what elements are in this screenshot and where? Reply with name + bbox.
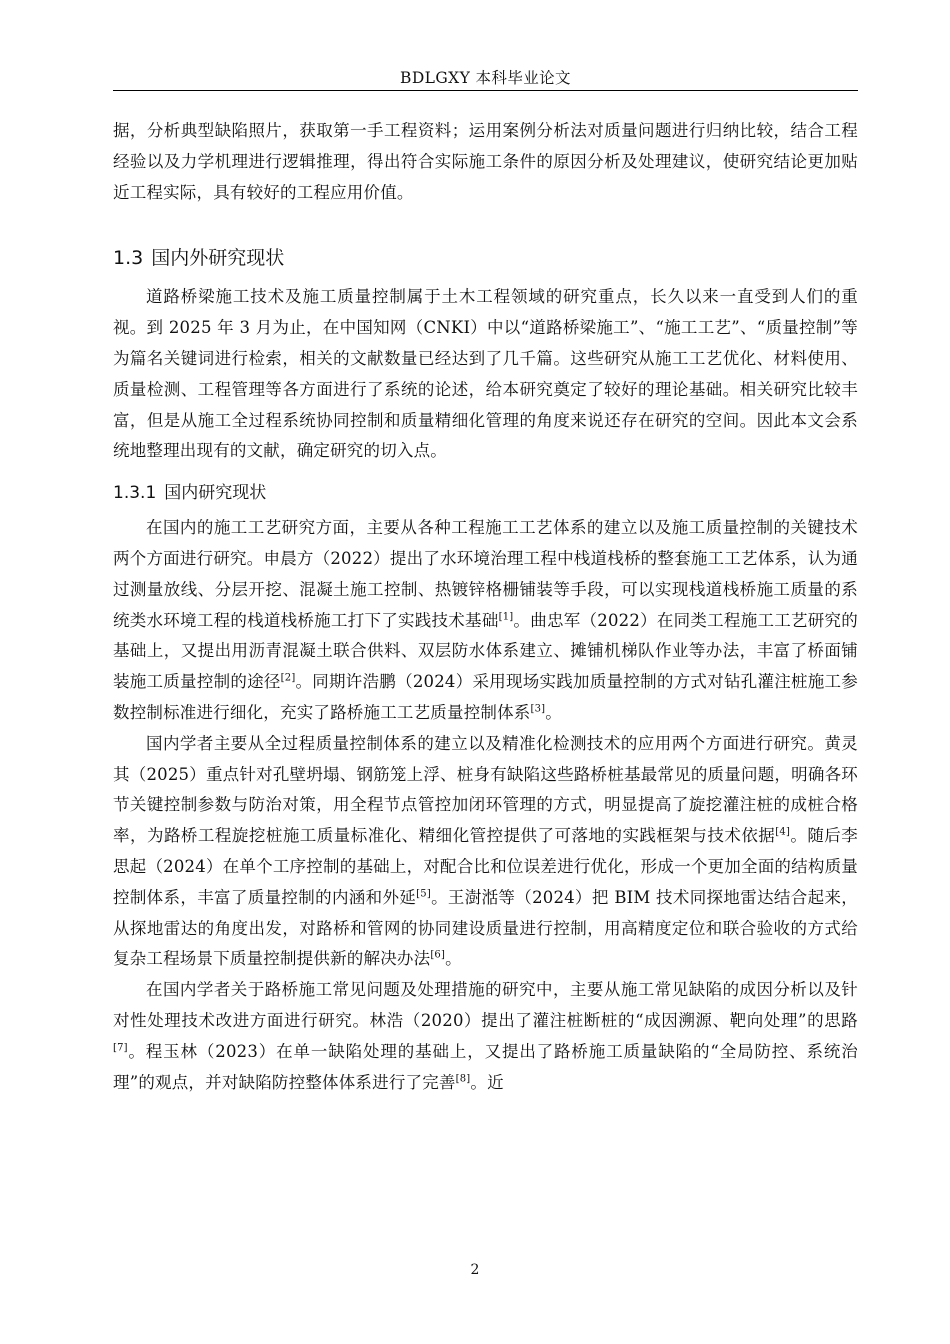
- citation-2[interactable]: [2]: [280, 672, 296, 684]
- citation-1[interactable]: [1]: [498, 611, 514, 623]
- text-run: 在国内学者关于路桥施工常见问题及处理措施的研究中，主要从施工常见缺陷的成因分析以及针对性处理技术改进方面进行研究。林浩（2020）提出了灌注桩断桩的“成因溯源、靶向处理”的思路: [113, 980, 858, 1030]
- subsection-number: 1.3.1: [113, 483, 157, 504]
- citation-6[interactable]: [6]: [430, 949, 446, 961]
- paragraph-continuation: 据，分析典型缺陷照片，获取第一手工程资料；运用案例分析法对质量问题进行归纳比较，结合工程经验以及力学机理进行逻辑推理，得出符合实际施工条件的原因分析及处理建议，使研究结论更加贴近工程实际，具有较好的工程应用价值。: [113, 121, 858, 202]
- paragraph-common-defects: [113, 975, 858, 1098]
- citation-4[interactable]: [4]: [775, 826, 791, 838]
- page-number: 2: [470, 1262, 480, 1278]
- text-run: 国内学者主要从全过程质量控制体系的建立以及精准化检测技术的应用两个方面进行研究。黄灵其（2025）重点针对孔壁坍塌、钢筋笼上浮、桩身有缺陷这些路桥桩基最常见的质量问题，明确各环节关键控制参数与防治对策，用全程节点管控加闭环管理的方式，明显提高了旋挖灌注桩的成桩合格率，为路桥工程旋挖桩施工质量标准化、精细化管控提供了可落地的实践框架与技术依据: [113, 733, 858, 846]
- paragraph-quality-control: [113, 729, 858, 975]
- section-heading-1-3: [113, 244, 858, 272]
- paragraph-overview: 道路桥梁施工技术及施工质量控制属于土木工程领域的研究重点，长久以来一直受到人们的重视。到 2025 年 3 月为止，在中国知网（CNKI）中以“道路桥梁施工”、“施工工艺”、“质量控制”等为篇名关键词进行检索，相关的文献数量已经达到了几千篇。这些研究从施工工艺优化、材料使用、质量检测、工程管理等各方面进行了系统的论述，给本研究奠定了较好的理论基础。相关研究比较丰富，但是从施工全过程系统协同控制和质量精细化管理的角度来说还存在研究的空间。因此本文会系统地整理出现有的文献，确定研究的切入点。: [113, 287, 858, 461]
- header-rule: [113, 90, 858, 91]
- citation-3[interactable]: [3]: [530, 703, 546, 715]
- section-number: 1.3: [113, 247, 144, 270]
- page-body: [113, 116, 858, 1098]
- text-run: 。: [445, 949, 462, 969]
- text-run: 。程玉林（2023）在单一缺陷处理的基础上，又提出了路桥施工质量缺陷的“全局防控、系统治理”的观点，并对缺陷防控整体体系进行了完善: [113, 1041, 858, 1092]
- citation-8[interactable]: [8]: [455, 1073, 471, 1085]
- section-title: 国内外研究现状: [151, 247, 285, 270]
- text-run: 。随后李思起（2024）在单个工序控制的基础上，对配合比和位误差进行优化，形成一个更加全面的结构质量控制体系，丰富了质量控制的内涵和外延: [113, 826, 858, 907]
- section-heading-1-3-1: [113, 479, 858, 507]
- text-run: 。同期许浩鹏（2024）采用现场实践加质量控制的方式对钻孔灌注桩施工参数控制标准进行细化，充实了路桥施工工艺质量控制体系: [113, 672, 858, 722]
- citation-7[interactable]: [7]: [113, 1042, 128, 1054]
- text-run: 。曲忠军（2022）在同类工程施工工艺研究的基础上，又提出用沥青混凝土联合供料、双层防水体系建立、摊铺机梯队作业等办法，丰富了桥面铺装施工质量控制的途径: [113, 610, 858, 692]
- citation-5[interactable]: [5]: [416, 888, 431, 900]
- running-header: BDLGXY 本科毕业论文: [400, 69, 571, 87]
- text-run: 。王澍湉等（2024）把 BIM 技术同探地雷达结合起来，从探地雷达的角度出发，对路桥和管网的协同建设质量进行控制，用高精度定位和联合验收的方式给复杂工程场景下质量控制提供新的解决办法: [113, 887, 858, 969]
- text-run: 。: [545, 702, 562, 722]
- subsection-title: 国内研究现状: [164, 483, 267, 504]
- text-run: 在国内的施工工艺研究方面，主要从各种工程施工工艺体系的建立以及施工质量控制的关键技术两个方面进行研究。申晨方（2022）提出了水环境治理工程中栈道栈桥的整套施工工艺体系，认为通过测量放线、分层开挖、混凝土施工控制、热镀锌格栅铺装等手段，可以实现栈道栈桥施工质量的系统类水环境工程的栈道栈桥施工打下了实践技术基础: [113, 518, 858, 630]
- text-run: 。近: [470, 1072, 504, 1092]
- paragraph-construction-process: [113, 513, 858, 729]
